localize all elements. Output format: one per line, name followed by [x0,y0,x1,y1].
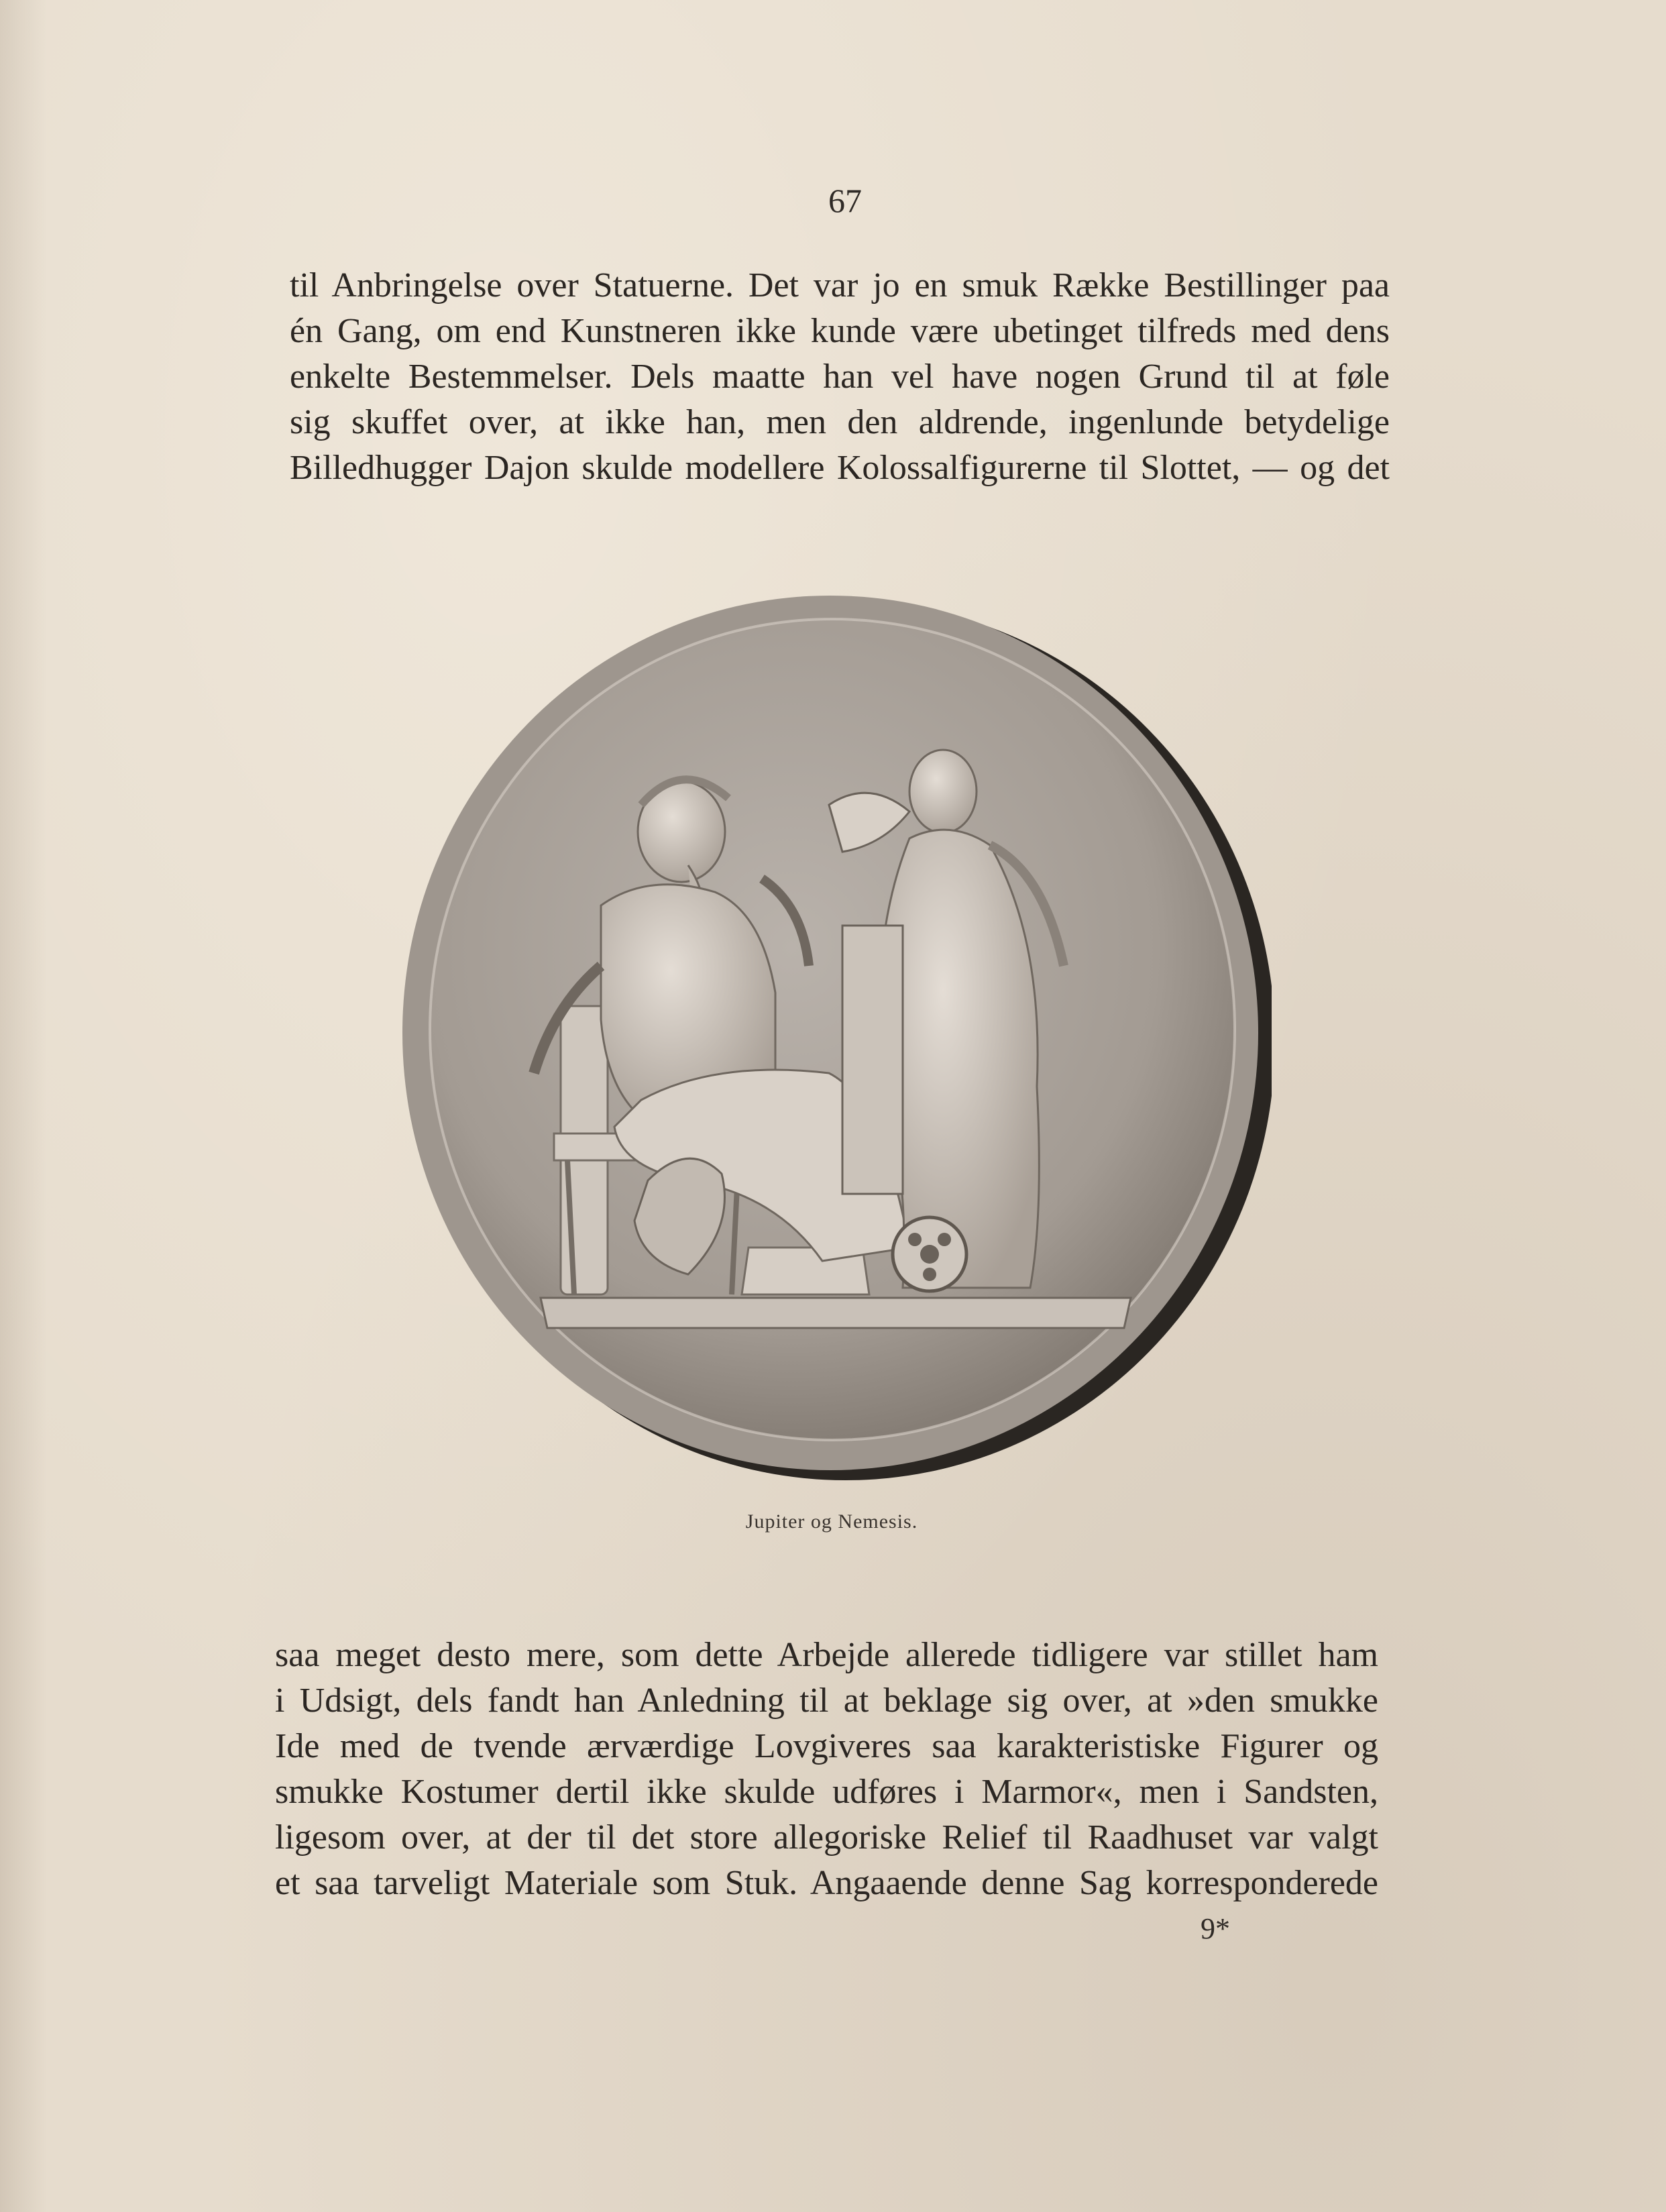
figure-caption: Jupiter og Nemesis. [745,1510,918,1533]
signature-mark: 9* [1201,1912,1230,1945]
text-line: sig skuffet over, at ikke han, men den aldrende, ingenlunde betydelige [290,403,1390,441]
text-line: i Udsigt, dels fandt han Anledning til at beklage sig over, at »den smukke [275,1681,1378,1720]
text-line: Ide med de tvende ærværdige Lovgiveres saa karakteristiske Figurer og [275,1727,1378,1765]
text-line: enkelte Bestemmelser. Dels maatte han vel have nogen Grund til at føle [290,357,1390,396]
medallion-illustration [400,590,1272,1482]
text-line: Billedhugger Dajon skulde modellere Kolossalfigurerne til Slottet, — og det [290,449,1390,487]
text-line: én Gang, om end Kunstneren ikke kunde være ubetinget tilfreds med dens [290,312,1390,350]
relief-medallion-image [400,590,1272,1482]
text-line: smukke Kostumer dertil ikke skulde udføres i Marmor«, men i Sandsten, [275,1773,1378,1811]
text-line: ligesom over, at der til det store allegoriske Relief til Raadhuset var valgt [275,1818,1378,1857]
text-line: saa meget desto mere, som dette Arbejde allerede tidligere var stillet ham [275,1636,1378,1674]
text-line: et saa tarveligt Materiale som Stuk. Angaaende denne Sag korresponderede [275,1864,1378,1902]
paragraph-top [290,263,1390,491]
page-number: 67 [828,182,862,219]
paragraph-bottom [275,1633,1378,1906]
text-line: til Anbringelse over Statuerne. Det var jo en smuk Række Bestillinger paa [290,266,1390,305]
